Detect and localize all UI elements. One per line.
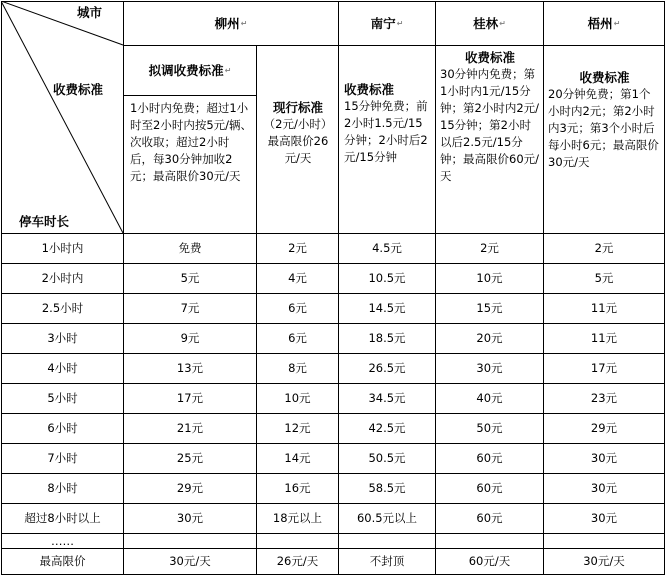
corner-fee-label: 收费标准 bbox=[53, 82, 104, 97]
fee-wuzhou: 2元 bbox=[594, 241, 614, 255]
standard-heading-wuzhou: 收费标准 bbox=[579, 70, 630, 85]
fee-liuzhou-proposed: 25元 bbox=[176, 451, 204, 465]
duration-label: 8小时 bbox=[47, 481, 78, 495]
fee-liuzhou-proposed bbox=[124, 534, 256, 548]
fee-wuzhou bbox=[544, 534, 664, 548]
fee-liuzhou-current: 8元 bbox=[288, 361, 307, 375]
fee-wuzhou: 30元/天 bbox=[583, 554, 625, 568]
fee-wuzhou: 29元 bbox=[590, 421, 618, 435]
duration-label: 4小时 bbox=[47, 361, 78, 375]
fee-guilin: 60元 bbox=[476, 481, 503, 495]
fee-guilin: 60元 bbox=[476, 451, 503, 465]
fee-liuzhou-proposed: 9元 bbox=[180, 331, 200, 345]
duration-label: 7小时 bbox=[47, 451, 78, 465]
city-header-nanning: 南宁 ↵ bbox=[370, 16, 404, 31]
fee-liuzhou-proposed: 免费 bbox=[178, 241, 202, 255]
fee-liuzhou-proposed: 30元/天 bbox=[169, 554, 211, 568]
standard-wuzhou bbox=[548, 69, 661, 171]
city-name-guilin: 桂林 bbox=[473, 16, 499, 31]
fee-liuzhou-current: 26元/天 bbox=[276, 554, 319, 568]
duration-label: 2.5小时 bbox=[41, 301, 84, 315]
duration-label: 3小时 bbox=[47, 331, 78, 345]
fee-liuzhou-current: 4元 bbox=[288, 271, 307, 285]
fee-guilin: 30元 bbox=[476, 361, 503, 375]
standard-heading-text: 拟调收费标准 bbox=[148, 63, 224, 78]
fee-liuzhou-current: 10元 bbox=[284, 391, 311, 405]
fee-guilin: 60元/天 bbox=[468, 554, 511, 568]
standard-body-nanning: 15分钟免费；前2小时1.5元/15分钟；2小时后2元/15分钟 bbox=[344, 99, 428, 164]
standard-body-wuzhou: 20分钟免费；第1个小时内2元；第2小时内3元；第3个小时后每小时6元；最高限价30元/天 bbox=[548, 87, 659, 169]
city-header-guilin: 桂林 ↵ bbox=[473, 16, 506, 31]
duration-label: 5小时 bbox=[47, 391, 78, 405]
fee-guilin: 50元 bbox=[476, 421, 503, 435]
fee-wuzhou: 11元 bbox=[590, 331, 618, 345]
standard-liuzhou-current bbox=[261, 99, 335, 167]
fee-guilin: 2元 bbox=[480, 241, 499, 255]
fee-nanning: 4.5元 bbox=[372, 241, 402, 255]
standard-nanning bbox=[344, 81, 432, 166]
duration-label: 超过8小时以上 bbox=[24, 511, 101, 525]
fee-liuzhou-proposed: 29元 bbox=[176, 481, 204, 495]
corner-city-label: 城市 bbox=[77, 5, 103, 20]
fee-liuzhou-proposed: 17元 bbox=[176, 391, 204, 405]
fee-nanning: 50.5元 bbox=[368, 451, 406, 465]
fee-liuzhou-current: 6元 bbox=[288, 301, 307, 315]
standard-heading-liuzhou-current: 现行标准 bbox=[272, 100, 323, 115]
fee-wuzhou: 30元 bbox=[590, 481, 618, 495]
fee-wuzhou: 30元 bbox=[590, 511, 618, 525]
fee-nanning: 14.5元 bbox=[368, 301, 406, 315]
fee-nanning: 42.5元 bbox=[368, 421, 406, 435]
city-header-wuzhou: 梧州 ↵ bbox=[587, 16, 621, 31]
fee-nanning: 58.5元 bbox=[368, 481, 406, 495]
parking-fee-table bbox=[1, 1, 665, 575]
fee-wuzhou: 30元 bbox=[590, 451, 618, 465]
city-name-wuzhou: 梧州 bbox=[587, 16, 613, 31]
fee-liuzhou-proposed: 21元 bbox=[176, 421, 204, 435]
duration-label: …… bbox=[51, 533, 74, 548]
duration-label: 1小时内 bbox=[41, 241, 84, 255]
fee-guilin: 10元 bbox=[476, 271, 503, 285]
fee-liuzhou-current: 2元 bbox=[288, 241, 307, 255]
fee-nanning: 不封顶 bbox=[369, 554, 405, 568]
fee-liuzhou-proposed: 5元 bbox=[180, 271, 200, 285]
fee-wuzhou: 23元 bbox=[590, 391, 618, 405]
fee-liuzhou-current: 18元以上 bbox=[272, 511, 323, 525]
duration-label: 2小时内 bbox=[41, 271, 84, 285]
fee-liuzhou-proposed: 7元 bbox=[180, 301, 200, 315]
duration-label: 6小时 bbox=[47, 421, 78, 435]
corner-duration-label: 停车时长 bbox=[19, 214, 70, 229]
fee-nanning: 34.5元 bbox=[368, 391, 406, 405]
fee-guilin bbox=[436, 534, 543, 548]
fee-liuzhou-current: 14元 bbox=[284, 451, 311, 465]
fee-guilin: 20元 bbox=[476, 331, 503, 345]
fee-guilin: 60元 bbox=[476, 511, 503, 525]
city-name-liuzhou: 柳州 bbox=[214, 16, 240, 31]
fee-wuzhou: 5元 bbox=[594, 271, 614, 285]
standard-heading-nanning: 收费标准 bbox=[344, 82, 395, 97]
duration-label: 最高限价 bbox=[39, 554, 86, 568]
fee-nanning: 18.5元 bbox=[368, 331, 406, 345]
standard-body-guilin: 30分钟内免费；第1小时内1元/15分钟；第2小时内2元/15分钟；第2小时以后2.5元/15分钟；最高限价60元/天 bbox=[440, 67, 540, 183]
fee-wuzhou: 11元 bbox=[590, 301, 618, 315]
fee-nanning bbox=[339, 534, 435, 548]
fee-liuzhou-current bbox=[257, 534, 338, 548]
fee-liuzhou-current: 12元 bbox=[284, 421, 311, 435]
fee-liuzhou-proposed: 30元 bbox=[176, 511, 204, 525]
fee-nanning: 60.5元以上 bbox=[356, 511, 418, 525]
fee-nanning: 10.5元 bbox=[368, 271, 406, 285]
standard-guilin bbox=[440, 49, 540, 185]
fee-wuzhou: 17元 bbox=[590, 361, 618, 375]
standard-heading-guilin: 收费标准 bbox=[464, 50, 515, 65]
standard-heading-liuzhou-proposed: 拟调收费标准 ↵ bbox=[148, 63, 232, 78]
fee-guilin: 15元 bbox=[476, 301, 503, 315]
fee-liuzhou-proposed: 13元 bbox=[176, 361, 204, 375]
corner-diagonal-lines bbox=[1, 1, 124, 234]
standard-body-liuzhou-proposed: 1小时内免费；超过1小时至2小时内按5元/辆、次收取；超过2小时后，每30分钟加收2元；最高限价30元/天 bbox=[130, 101, 253, 183]
standard-body-liuzhou-current: （2元/小时）最高限价26元/天 bbox=[263, 117, 333, 165]
fee-guilin: 40元 bbox=[476, 391, 503, 405]
city-header-liuzhou: 柳州 ↵ bbox=[214, 16, 248, 31]
city-name-nanning: 南宁 bbox=[370, 16, 396, 31]
fee-liuzhou-current: 16元 bbox=[284, 481, 311, 495]
fee-liuzhou-current: 6元 bbox=[288, 331, 307, 345]
fee-nanning: 26.5元 bbox=[368, 361, 406, 375]
